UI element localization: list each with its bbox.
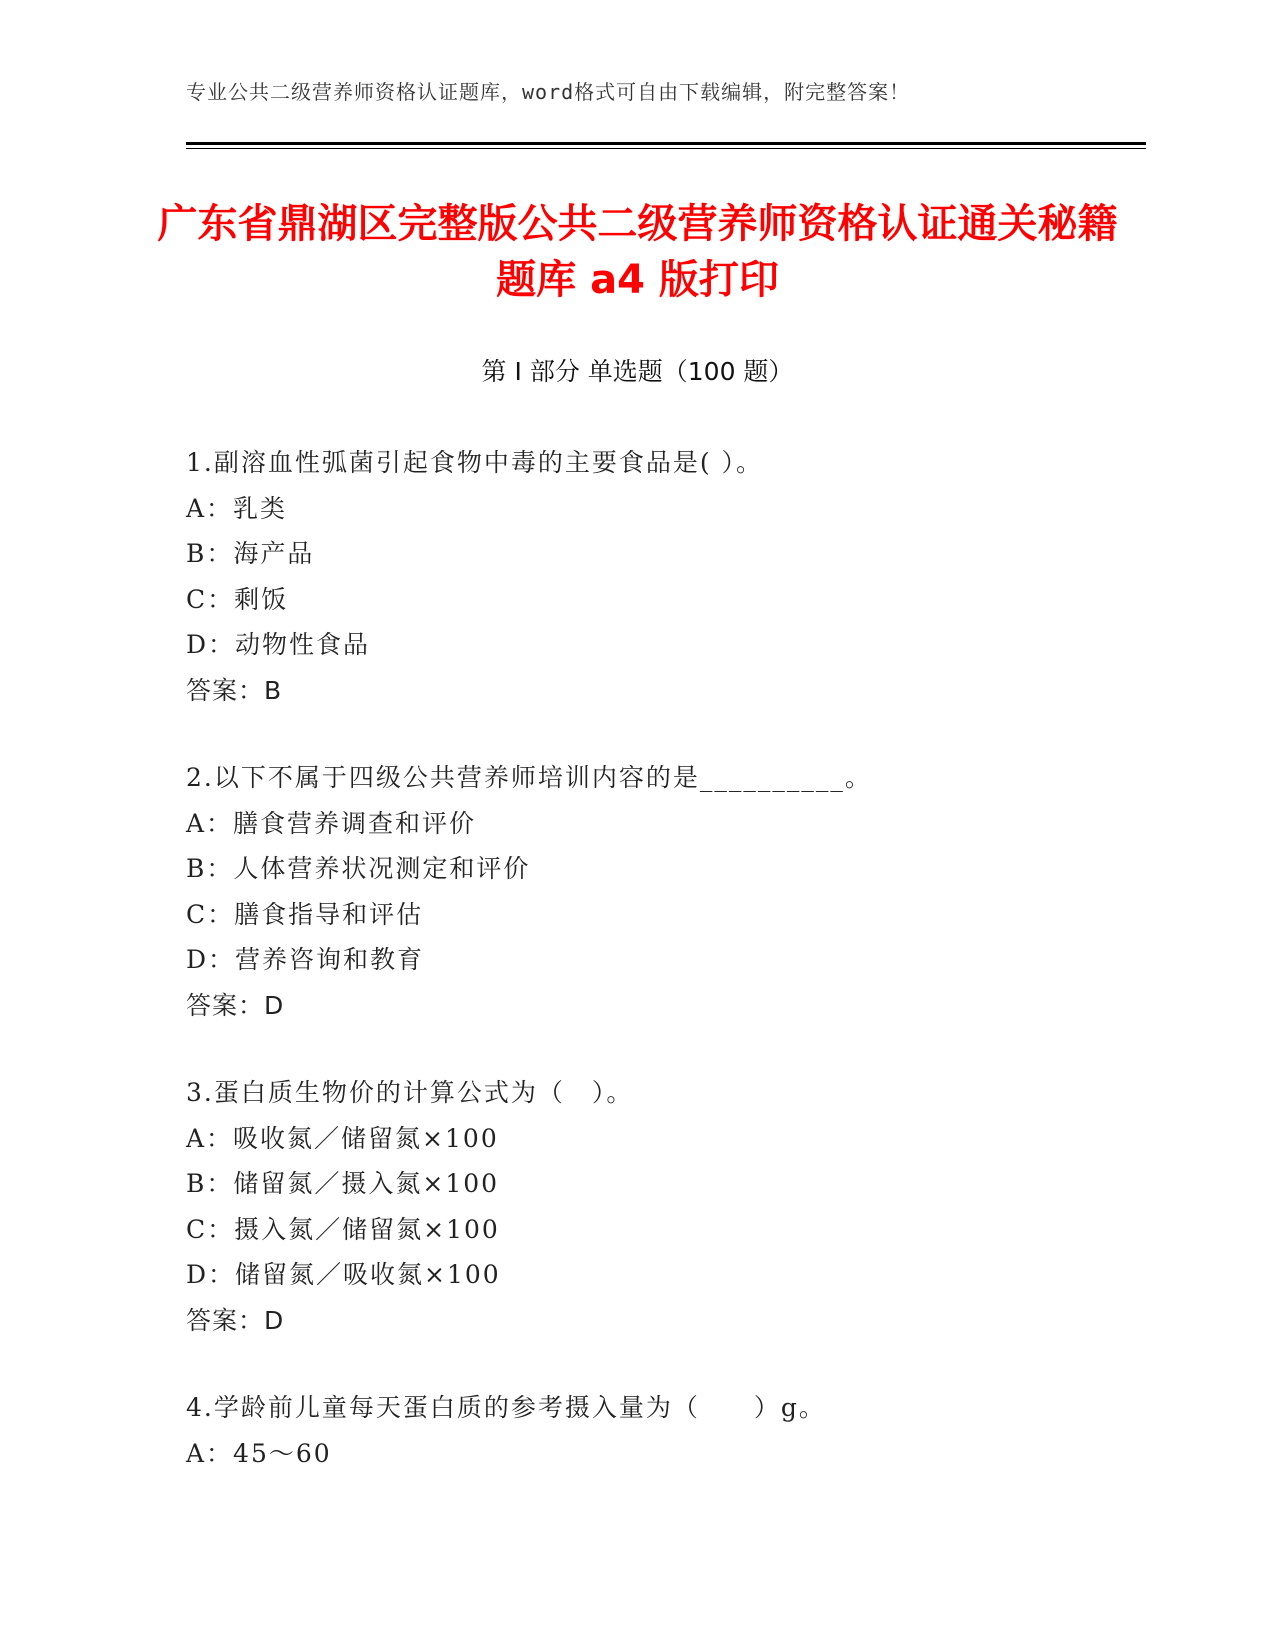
option-c: C：摄入氮／储留氮×100 (186, 1214, 500, 1244)
question-1 (186, 440, 1126, 713)
option-a: A：乳类 (186, 493, 288, 523)
question-stem: 1.副溶血性弧菌引起食物中毒的主要食品是( ）。 (186, 448, 764, 477)
header-divider-thick (186, 142, 1146, 145)
option-b: B：储留氮／摄入氮×100 (186, 1169, 500, 1198)
answer: 答案：B (186, 675, 283, 705)
question-4 (186, 1385, 1126, 1476)
option-d: D：营养咨询和教育 (186, 945, 425, 974)
header-divider-thin (186, 148, 1146, 149)
option-d: D：动物性食品 (186, 630, 371, 659)
section-title: 第 I 部分 单选题（100 题） (481, 357, 794, 386)
question-stem: 4.学龄前儿童每天蛋白质的参考摄入量为（ ）g。 (186, 1393, 826, 1422)
header-note: 专业公共二级营养师资格认证题库，word格式可自由下载编辑，附完整答案！ (186, 80, 911, 104)
option-b: B：海产品 (186, 539, 315, 568)
option-c: C：剩饭 (186, 584, 289, 614)
option-a: A：45～60 (186, 1438, 332, 1468)
option-c: C：膳食指导和评估 (186, 899, 424, 929)
option-b: B：人体营养状况测定和评价 (186, 854, 531, 883)
question-stem: 2.以下不属于四级公共营养师培训内容的是__________。 (186, 763, 872, 792)
answer: 答案：D (186, 1305, 285, 1335)
question-stem: 3.蛋白质生物价的计算公式为（ ）。 (186, 1078, 634, 1107)
answer: 答案：D (186, 990, 285, 1020)
question-2 (186, 755, 1126, 1028)
option-a: A：吸收氮／储留氮×100 (186, 1123, 499, 1153)
document-title: 广东省鼎湖区完整版公共二级营养师资格认证通关秘籍题库 a4 版打印 (157, 201, 1118, 303)
question-list (186, 440, 1126, 1518)
option-d: D：储留氮／吸收氮×100 (186, 1260, 501, 1289)
option-a: A：膳食营养调查和评价 (186, 808, 477, 838)
question-3 (186, 1070, 1126, 1343)
